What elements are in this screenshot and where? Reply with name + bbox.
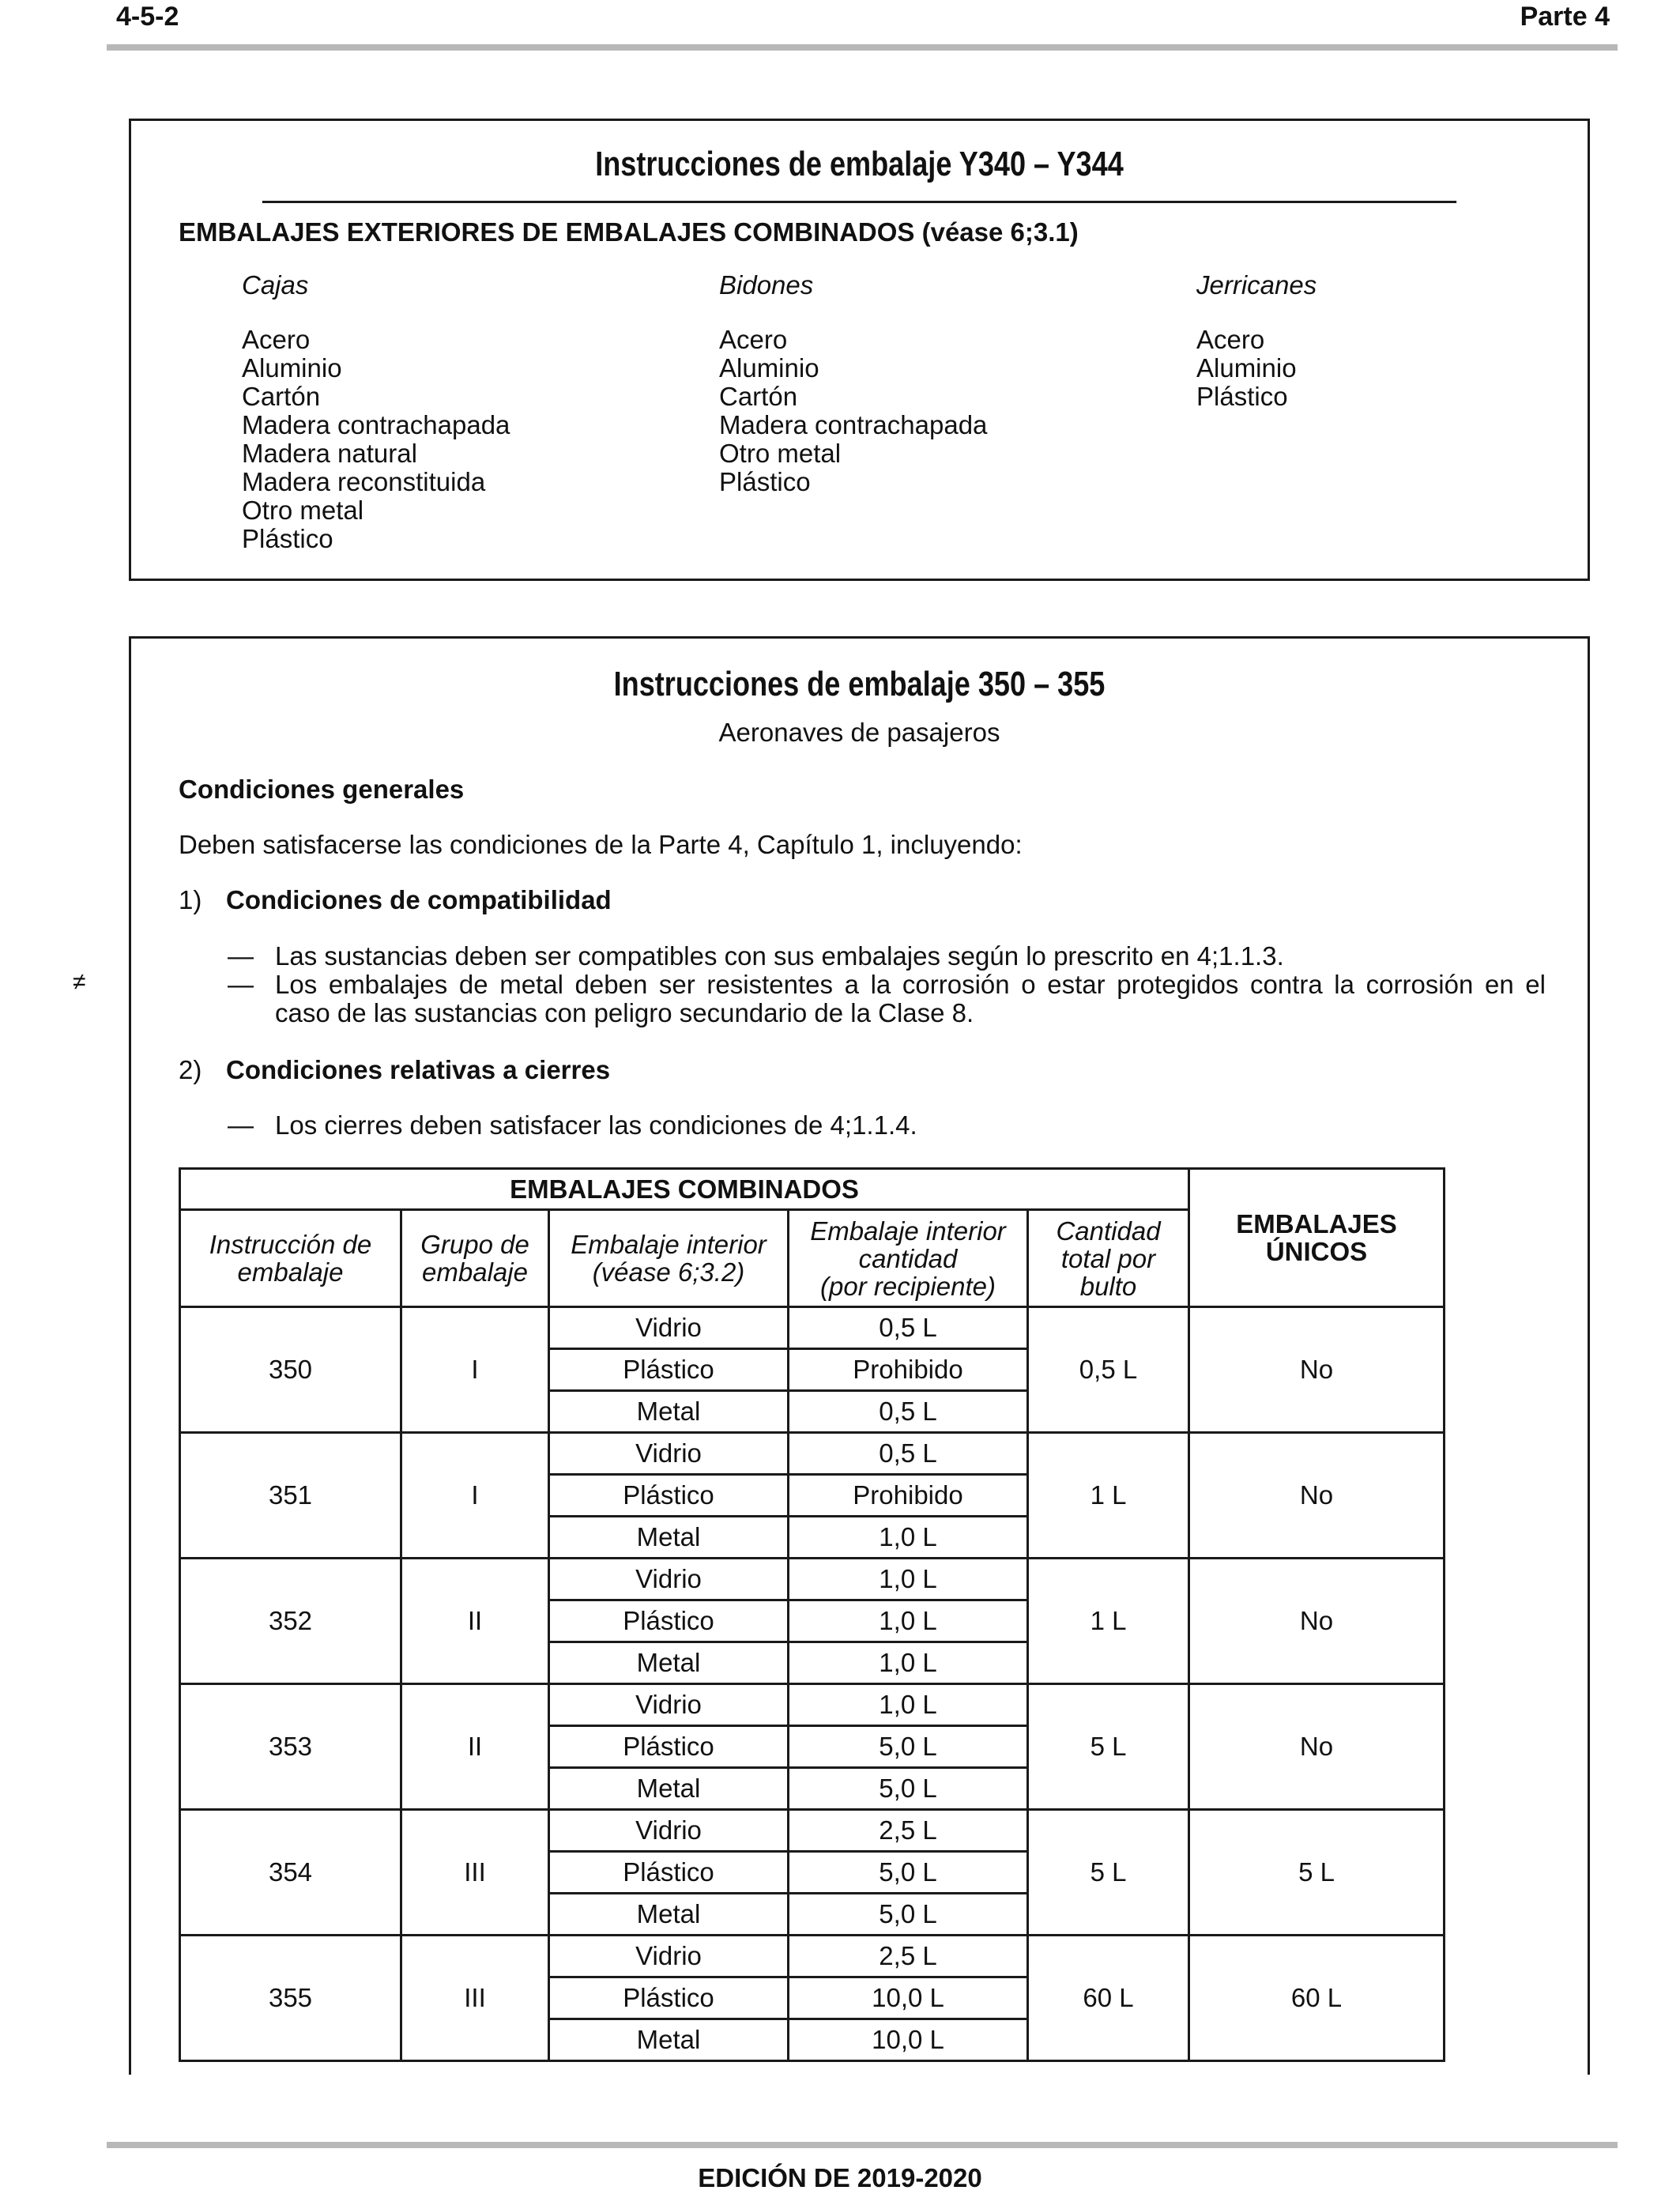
inner-quantity-cell: 10,0 L (789, 2019, 1028, 2061)
list-item: Aluminio (242, 353, 342, 383)
dash: — (228, 970, 254, 999)
inner-quantity-cell: Prohibido (789, 1475, 1028, 1517)
instruction-cell: 351 (180, 1433, 401, 1559)
table-row (180, 1559, 1445, 1600)
packing-table (179, 1167, 1445, 2062)
footer-rule (107, 2142, 1618, 2148)
total-quantity-cell: 5 L (1028, 1810, 1189, 1936)
list-item: Plástico (1196, 382, 1288, 411)
table-row (180, 1433, 1445, 1475)
general-conditions-heading: Condiciones generales (179, 775, 465, 804)
list-item: Plástico (719, 467, 811, 496)
inner-quantity-cell: 1,0 L (789, 1642, 1028, 1684)
total-quantity-cell: 60 L (1028, 1936, 1189, 2061)
single-packaging-cell: No (1189, 1433, 1445, 1559)
inner-quantity-cell: 0,5 L (789, 1307, 1028, 1349)
intro-paragraph: Deben satisfacerse las condiciones de la Parte 4, Capítulo 1, incluyendo: (179, 830, 1023, 859)
bullet-text: Las sustancias deben ser compatibles con sus embalajes según lo prescrito en 4;1.1.3. (275, 941, 1284, 971)
inner-quantity-cell: 0,5 L (789, 1391, 1028, 1433)
inner-material-cell: Plástico (549, 1600, 789, 1642)
header-inner-packaging: Embalaje interior (véase 6;3.2) (549, 1210, 789, 1307)
total-quantity-cell: 1 L (1028, 1559, 1189, 1684)
instruction-cell: 353 (180, 1684, 401, 1810)
packing-group-cell: III (401, 1936, 549, 2061)
packing-table-body (180, 1307, 1445, 2061)
table-row (180, 1684, 1445, 1726)
page-number: 4-5-2 (116, 2, 179, 32)
bullet-item (228, 971, 1546, 999)
column-cajas (242, 271, 510, 553)
header-inner-quantity: Embalaje interior cantidad (por recipiente) (789, 1210, 1028, 1307)
column-heading: Bidones (719, 270, 814, 300)
inner-material-cell: Metal (549, 1642, 789, 1684)
packing-group-cell: I (401, 1433, 549, 1559)
list-item: Madera natural (242, 439, 417, 468)
part-label: Parte 4 (1520, 2, 1610, 32)
single-packaging-cell: 60 L (1189, 1936, 1445, 2061)
table-row (180, 1810, 1445, 1852)
inner-material-cell: Metal (549, 2019, 789, 2061)
bullet-item (228, 942, 1546, 971)
section-number: 2) (179, 1055, 202, 1084)
inner-material-cell: Plástico (549, 1349, 789, 1391)
packing-instructions-350-box (129, 636, 1590, 2075)
inner-quantity-cell: 5,0 L (789, 1726, 1028, 1768)
table-row (180, 1936, 1445, 1977)
header-total-quantity: Cantidad total por bulto (1028, 1210, 1189, 1307)
inner-material-cell: Vidrio (549, 1559, 789, 1600)
list-item: Aluminio (1196, 353, 1297, 383)
list-item: Acero (1196, 325, 1265, 354)
inner-quantity-cell: 2,5 L (789, 1810, 1028, 1852)
list-item: Plástico (242, 524, 333, 553)
inner-quantity-cell: 0,5 L (789, 1433, 1028, 1475)
bullet-continuation (228, 999, 1546, 1027)
header-instruction: Instrucción de embalaje (180, 1210, 401, 1307)
packing-instructions-y340-box (129, 119, 1590, 581)
inner-quantity-cell: 1,0 L (789, 1559, 1028, 1600)
inner-material-cell: Vidrio (549, 1433, 789, 1475)
inner-material-cell: Vidrio (549, 1810, 789, 1852)
inner-material-cell: Plástico (549, 1852, 789, 1894)
table-row (180, 1307, 1445, 1349)
header-packing-group: Grupo de embalaje (401, 1210, 549, 1307)
column-jerricanes (1196, 271, 1317, 411)
bullet-text: caso de las sustancias con peligro secundario de la Clase 8. (275, 998, 974, 1027)
inner-material-cell: Vidrio (549, 1936, 789, 1977)
total-quantity-cell: 5 L (1028, 1684, 1189, 1810)
change-mark: ≠ (73, 969, 86, 995)
inner-quantity-cell: 5,0 L (789, 1852, 1028, 1894)
single-packaging-cell: No (1189, 1307, 1445, 1433)
inner-material-cell: Vidrio (549, 1307, 789, 1349)
box-title: Instrucciones de embalaje 350 – 355 (613, 665, 1106, 703)
inner-quantity-cell: 10,0 L (789, 1977, 1028, 2019)
section-heading (179, 1055, 610, 1085)
inner-material-cell: Metal (549, 1894, 789, 1936)
inner-material-cell: Plástico (549, 1726, 789, 1768)
header-single-packagings: EMBALAJES ÚNICOS (1189, 1169, 1445, 1307)
instruction-cell: 354 (180, 1810, 401, 1936)
total-quantity-cell: 1 L (1028, 1433, 1189, 1559)
packing-group-cell: III (401, 1810, 549, 1936)
section-heading (179, 885, 612, 915)
list-item: Madera contrachapada (719, 410, 988, 439)
inner-quantity-cell: 1,0 L (789, 1684, 1028, 1726)
outer-packagings-heading: EMBALAJES EXTERIORES DE EMBALAJES COMBINADOS (véase 6;3.1) (179, 217, 1079, 247)
header-rule (107, 44, 1618, 51)
list-item: Cartón (242, 382, 321, 411)
inner-material-cell: Metal (549, 1517, 789, 1559)
list-item: Acero (242, 325, 311, 354)
inner-material-cell: Metal (549, 1768, 789, 1810)
packing-group-cell: II (401, 1684, 549, 1810)
section-number: 1) (179, 885, 202, 914)
page-header (107, 0, 1616, 51)
list-item: Acero (719, 325, 788, 354)
column-heading: Cajas (242, 270, 309, 300)
inner-quantity-cell: 5,0 L (789, 1894, 1028, 1936)
list-item: Madera contrachapada (242, 410, 510, 439)
section-title: Condiciones de compatibilidad (226, 885, 612, 914)
edition-label: EDICIÓN DE 2019-2020 (698, 2163, 982, 2192)
bullet-text: Los embalajes de metal deben ser resistentes a la corrosión o estar protegidos contra la corrosión en el (275, 970, 1546, 999)
list-item: Aluminio (719, 353, 819, 383)
column-bidones (719, 271, 987, 496)
inner-material-cell: Metal (549, 1391, 789, 1433)
inner-quantity-cell: 2,5 L (789, 1936, 1028, 1977)
inner-quantity-cell: Prohibido (789, 1349, 1028, 1391)
column-heading: Jerricanes (1196, 270, 1317, 300)
list-item: Otro metal (719, 439, 842, 468)
inner-material-cell: Vidrio (549, 1684, 789, 1726)
list-item: Madera reconstituida (242, 467, 486, 496)
dash: — (228, 1110, 254, 1140)
packing-group-cell: II (401, 1559, 549, 1684)
bullet-item (228, 1111, 1546, 1140)
list-item: Otro metal (242, 496, 364, 525)
bullet-text: Los cierres deben satisfacer las condiciones de 4;1.1.4. (275, 1110, 917, 1140)
inner-quantity-cell: 5,0 L (789, 1768, 1028, 1810)
inner-quantity-cell: 1,0 L (789, 1517, 1028, 1559)
instruction-cell: 355 (180, 1936, 401, 2061)
total-quantity-cell: 0,5 L (1028, 1307, 1189, 1433)
inner-material-cell: Plástico (549, 1475, 789, 1517)
single-packaging-cell: No (1189, 1559, 1445, 1684)
instruction-cell: 350 (180, 1307, 401, 1433)
inner-quantity-cell: 1,0 L (789, 1600, 1028, 1642)
box-title: Instrucciones de embalaje Y340 – Y344 (262, 121, 1456, 203)
section-title: Condiciones relativas a cierres (226, 1055, 611, 1084)
dash: — (228, 941, 254, 971)
single-packaging-cell: No (1189, 1684, 1445, 1810)
list-item: Cartón (719, 382, 798, 411)
combined-packagings-header: EMBALAJES COMBINADOS (180, 1169, 1189, 1210)
box-subtitle: Aeronaves de pasajeros (718, 718, 1000, 747)
packing-group-cell: I (401, 1307, 549, 1433)
single-packaging-cell: 5 L (1189, 1810, 1445, 1936)
instruction-cell: 352 (180, 1559, 401, 1684)
inner-material-cell: Plástico (549, 1977, 789, 2019)
